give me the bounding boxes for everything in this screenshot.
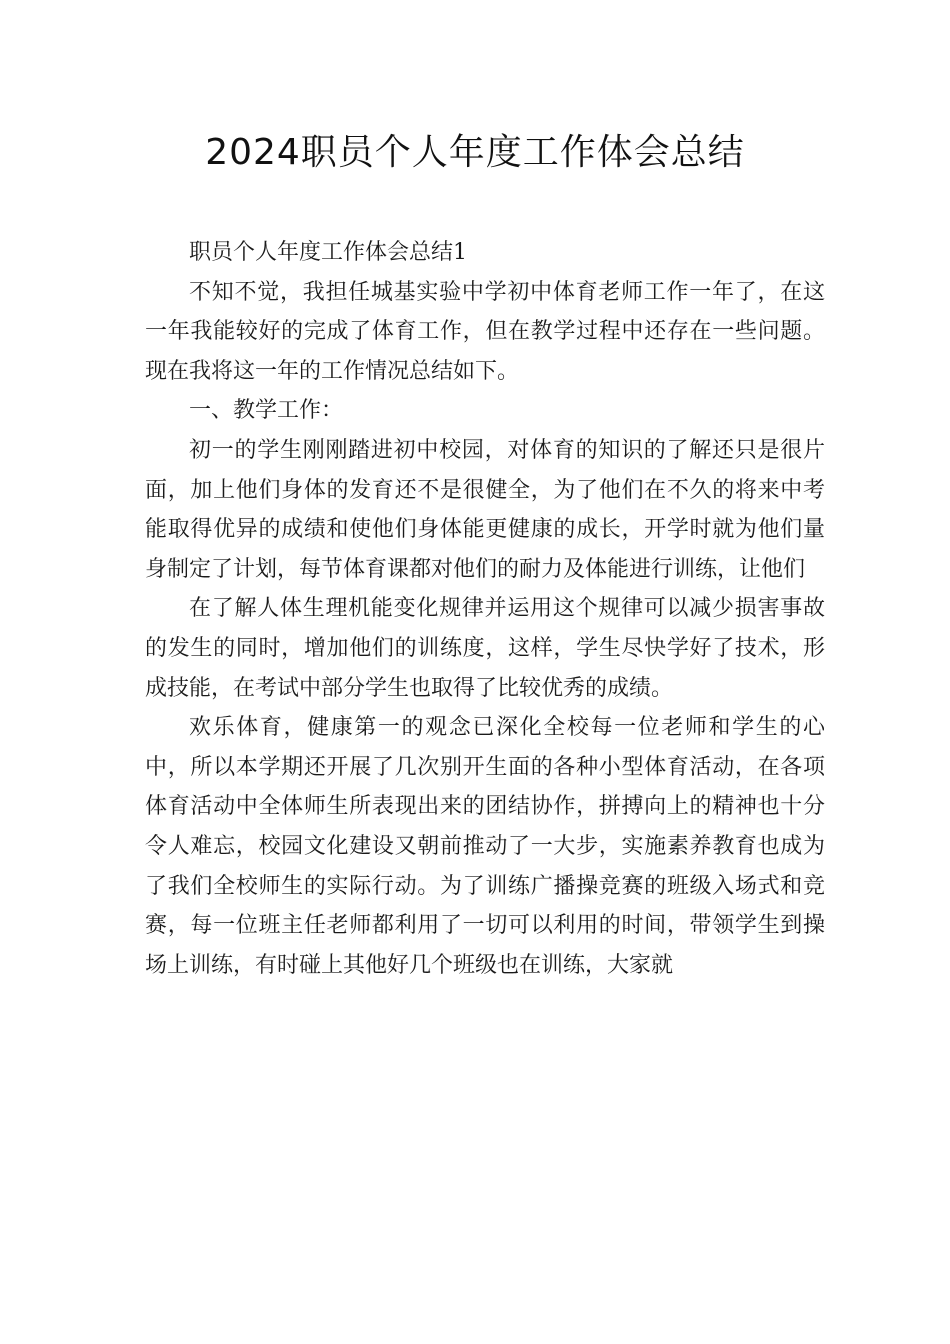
document-body bbox=[145, 233, 825, 985]
intro-paragraph: 不知不觉，我担任城基实验中学初中体育老师工作一年了，在这一年我能较好的完成了体育工作，但在教学过程中还存在一些问题。现在我将这一年的工作情况总结如下。 bbox=[145, 279, 825, 384]
section-heading: 职员个人年度工作体会总结1 bbox=[189, 240, 467, 265]
body-paragraph: 在了解人体生理机能变化规律并运用这个规律可以减少损害事故的发生的同时，增加他们的训练度，这样，学生尽快学好了技术，形成技能，在考试中部分学生也取得了比较优秀的成绩。 bbox=[145, 596, 825, 701]
body-paragraph: 欢乐体育，健康第一的观念已深化全校每一位老师和学生的心中，所以本学期还开展了几次别开生面的各种小型体育活动，在各项体育活动中全体师生所表现出来的团结协作，拼搏向上的精神也十分令人难忘，校园文化建设又朝前推动了一大步，实施素养教育也成为了我们全校师生的实际行动。为了训练广播操竞赛的班级入场式和竞赛，每一位班主任老师都利用了一切可以利用的时间，带领学生到操场上训练，有时碰上其他好几个班级也在训练，大家就 bbox=[145, 715, 825, 978]
body-paragraph: 初一的学生刚刚踏进初中校园，对体育的知识的了解还只是很片面，加上他们身体的发育还不是很健全，为了他们在不久的将来中考能取得优异的成绩和使他们身体能更健康的成长，开学时就为他们量身制定了计划，每节体育课都对他们的耐力及体能进行训练，让他们 bbox=[145, 437, 825, 582]
document-title: 2024职员个人年度工作体会总结 bbox=[205, 132, 745, 173]
teaching-heading: 一、教学工作： bbox=[189, 398, 344, 424]
